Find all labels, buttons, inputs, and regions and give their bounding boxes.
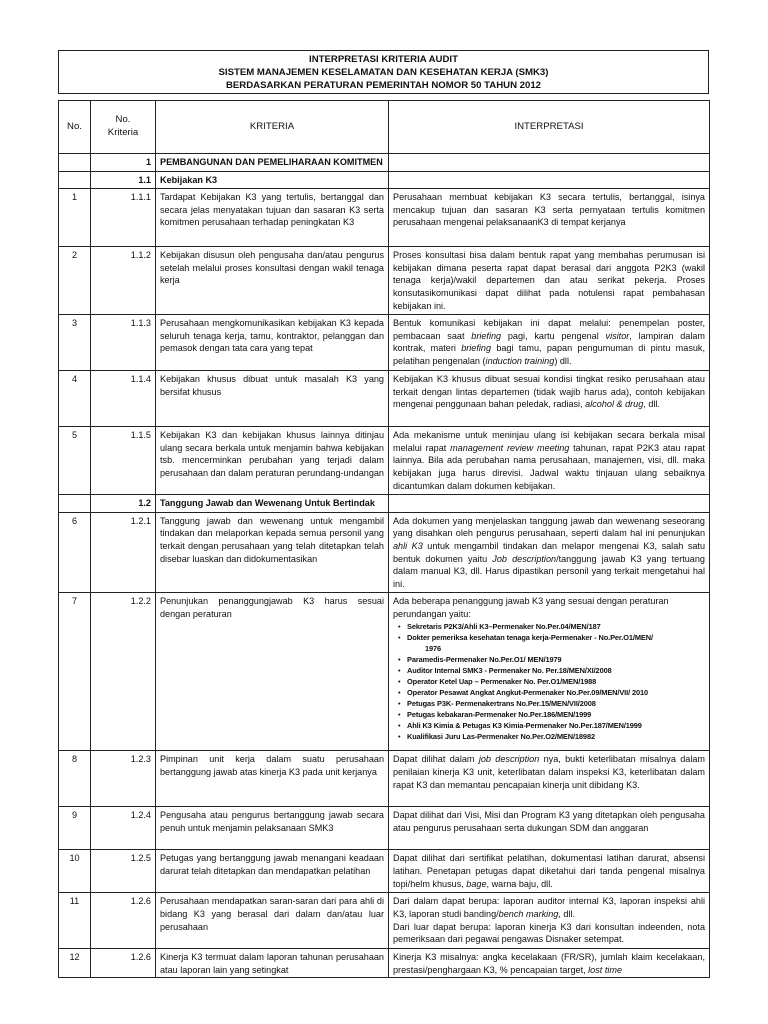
row-code: 1.2.1 <box>91 512 156 593</box>
row-code: 1.1.2 <box>91 247 156 315</box>
table-row <box>59 751 710 807</box>
col-header-no-kriteria-line2: Kriteria <box>107 127 139 138</box>
title-line-2: SISTEM MANAJEMEN KESELAMATAN DAN KESEHATAN KERJA (SMK3) <box>218 67 549 78</box>
row-no: 7 <box>59 593 91 751</box>
subsection-row <box>59 495 710 513</box>
table-row <box>59 850 710 893</box>
row-interpretasi: Ada dokumen yang menjelaskan tanggung jawab dan wewenang seseorang yang disahkan oleh pengurus perusahaan, seperti dalam hal ini penunjukan ahli K3 untuk mengambil tindakan dan melapor mengenai K3, salah satu bentuk dokumen yaitu Job description/tanggung jawab K3 yang tertuang dalam manual K3, dll. Harus dipastikan personil yang terkait mengetahui hal ini. <box>389 512 710 593</box>
list-item: • Dokter pemeriksa kesehatan tenaga kerja-Permenaker - No.Per.O1/MEN/ 1976 <box>407 632 705 654</box>
list-item: • Operator Pesawat Angkat Angkut-Permenaker No.Per.09/MEN/VII/ 2010 <box>407 687 705 698</box>
row-kriteria: Tanggung jawab dan wewenang untuk mengambil tindakan dan melaporkan kepada semua personil yang terkait dengan perusahaan yang telah ditetapkan telah disebar luaskan dan didokumentasikan <box>156 512 389 593</box>
table-row <box>59 371 710 427</box>
list-item: • Paramedis-Permenaker No.Per.O1/ MEN/1979 <box>407 654 705 665</box>
row-interpretasi: Kinerja K3 misalnya: angka kecelakaan (FR/SR), jumlah klaim kecelakaan, prestasi/penghargaan K3, % pencapaian target, lost time <box>389 949 710 978</box>
row-kriteria: Kebijakan K3 dan kebijakan khusus lainnya ditinjau ulang secara berkala untuk menjamin bahwa kebijakan tsb. mencerminkan perubahan yang terjadi dalam perusahaan dan dalam peraturan perundang-undangan <box>156 427 389 495</box>
row-no: 2 <box>59 247 91 315</box>
col-header-no-kriteria-line1: No. <box>115 114 131 126</box>
row-interpretasi: Perusahaan membuat kebijakan K3 secara tertulis, bertanggal, isinya mencakup tujuan dan sasaran K3 serta pernyataan tertulis komitmen perusahaan mengenai pelaksanaanK3 di tempat kerjanya <box>389 189 710 247</box>
subsection-number: 1.1 <box>91 171 156 189</box>
list-item: • Kualifikasi Juru Las-Permenaker No.Per.O2/MEN/18982 <box>407 731 705 742</box>
row-interpretasi: Proses konsultasi bisa dalam bentuk rapat yang membahas perumusan isi kebijakan dimana peserta rapat dapat berasal dari anggota P2K3 (wakil tenaga kerja)/wakil departemen dan atau serikat pekerja. Proses konsutasikomunikasi dapat dilihat pada notulensi rapat pembahasan kebijakan ini. <box>389 247 710 315</box>
audit-criteria-table <box>58 100 710 978</box>
subsection-title: Tanggung Jawab dan Wewenang Untuk Bertindak <box>156 495 389 513</box>
table-row <box>59 807 710 850</box>
section-title: PEMBANGUNAN DAN PEMELIHARAAN KOMITMEN <box>156 154 389 172</box>
subsection-title: Kebijakan K3 <box>156 171 389 189</box>
row-kriteria: Perusahaan mendapatkan saran-saran dari para ahli di bidang K3 yang berasal dari dalam dan/atau luar perusahaan <box>156 893 389 949</box>
row-kriteria: Kebijakan khusus dibuat untuk masalah K3 yang bersifat khusus <box>156 371 389 427</box>
row-interpretasi: Dapat dilihat dalam job description nya, bukti keterlibatan misalnya dalam penilaian kinerja K3 unit, keterlibatan dalam inspeksi K3, keterlibatan dalam rapat K3 dan memantau pencapaian kinerja unit dibidang K3. <box>389 751 710 807</box>
list-item: • Ahli K3 Kimia & Petugas K3 Kimia-Permenaker No.Per.187/MEN/1999 <box>407 720 705 731</box>
title-line-1: INTERPRETASI KRITERIA AUDIT <box>309 54 458 65</box>
row-no: 5 <box>59 427 91 495</box>
col-header-interpretasi: INTERPRETASI <box>389 101 710 154</box>
row-code: 1.1.1 <box>91 189 156 247</box>
row-code: 1.2.6 <box>91 949 156 978</box>
officer-list <box>393 621 705 742</box>
row-no: 1 <box>59 189 91 247</box>
row-interpretasi: Dari dalam dapat berupa: laporan auditor internal K3, laporan inspeksi ahli K3, laporan studi banding/bench marking, dll. Dari luar dapat berupa: laporan kinerja K3 dari konsultan indeenden, nota pemeriksaan dari pegawai pengawas Disnaker setempat. <box>389 893 710 949</box>
row-interpretasi: Dapat dilihat dari sertifikat pelatihan, dokumentasi latihan darurat, absensi latihan. Penetapan petugas dapat diketahui dari tanda pengenal misalnya topi/helm khusus, bage, warna baju, dll. <box>389 850 710 893</box>
table-row <box>59 593 710 751</box>
table-row <box>59 893 710 949</box>
row-kriteria: Penunjukan penanggungjawab K3 harus sesuai dengan peraturan <box>156 593 389 751</box>
table-row <box>59 512 710 593</box>
col-header-no-kriteria <box>91 101 156 154</box>
row-kriteria: Pengusaha atau pengurus bertanggung jawab secara penuh untuk menjamin pelaksanaan SMK3 <box>156 807 389 850</box>
row-interpretasi: Kebijakan K3 khusus dibuat sesuai kondisi tingkat resiko perusahaan atau terkait dengan lintas departemen (tidak wajib harus ada), contoh kebijakan mengenai penggunaan bahan peledak, radiasi, alcohol & drug, dll. <box>389 371 710 427</box>
table-row <box>59 949 710 978</box>
row-code: 1.2.5 <box>91 850 156 893</box>
list-item: • Petugas P3K- Permenakertrans No.Per.15/MEN/VII/2008 <box>407 698 705 709</box>
row-kriteria: Kinerja K3 termuat dalam laporan tahunan perusahaan atau laporan lain yang setingkat <box>156 949 389 978</box>
row-no: 4 <box>59 371 91 427</box>
list-item: • Sekretaris P2K3/Ahli K3–Permenaker No.Per.04/MEN/187 <box>407 621 705 632</box>
row-code: 1.2.3 <box>91 751 156 807</box>
row-interpretasi: Bentuk komunikasi kebijakan ini dapat melalui: penempelan poster, pembacaan saat briefing pagi, kartu pengenal visitor, lampiran dalam kontrak, materi briefing bagi tamu, papan pengumuman di pintu masuk, pelatihan pengenalan (induction training) dll. <box>389 315 710 371</box>
list-item: • Operator Ketel Uap – Permenaker No. Per.O1/MEN/1988 <box>407 676 705 687</box>
row-code: 1.2.4 <box>91 807 156 850</box>
row-interpretasi <box>389 593 710 751</box>
row-no: 3 <box>59 315 91 371</box>
subsection-row <box>59 171 710 189</box>
title-line-3: BERDASARKAN PERATURAN PEMERINTAH NOMOR 50 TAHUN 2012 <box>225 80 542 91</box>
table-row <box>59 427 710 495</box>
row-no: 11 <box>59 893 91 949</box>
row-interpretasi: Ada mekanisme untuk meninjau ulang isi kebijakan secara berkala misal melalui rapat management review meeting tahunan, rapat P2K3 atau rapat lainnya. Bila ada perubahan nama perusahaan, manajemen, visi, dll. maka kebijakan juga harus direvisi. Jadwal waktu tinjauan ulang sebaiknya dicantumkan dalam dokumen kebijakan. <box>389 427 710 495</box>
section-number: 1 <box>91 154 156 172</box>
list-item: • Auditor Internal SMK3 - Permenaker No. Per.18/MEN/XI/2008 <box>407 665 705 676</box>
row-code: 1.2.6 <box>91 893 156 949</box>
row-kriteria: Perusahaan mengkomunikasikan kebijakan K3 kepada seluruh tenaga kerja, tamu, kontraktor, pelanggan dan pemasok dengan tata cara yang tepat <box>156 315 389 371</box>
row-code: 1.2.2 <box>91 593 156 751</box>
row-interp-intro: Ada beberapa penanggung jawab K3 yang sesuai dengan peraturan perundangan yaitu: <box>393 596 669 619</box>
section-row <box>59 154 710 172</box>
table-row <box>59 247 710 315</box>
table-row <box>59 315 710 371</box>
table-header-row <box>59 101 710 154</box>
row-kriteria: Petugas yang bertanggung jawab menangani keadaan darurat telah ditetapkan dan mendapatkan pelatihan <box>156 850 389 893</box>
row-no: 12 <box>59 949 91 978</box>
row-code: 1.1.3 <box>91 315 156 371</box>
row-no: 9 <box>59 807 91 850</box>
list-item: • Petugas kebakaran-Permenaker No.Per.186/MEN/1999 <box>407 709 705 720</box>
row-kriteria: Tardapat Kebijakan K3 yang tertulis, bertanggal dan secara jelas menyatakan tujuan dan sasaran K3 serta komitmen perusahaan terhadap peningkatan K3 <box>156 189 389 247</box>
row-no: 10 <box>59 850 91 893</box>
row-no: 6 <box>59 512 91 593</box>
row-code: 1.1.5 <box>91 427 156 495</box>
row-no: 8 <box>59 751 91 807</box>
table-row <box>59 189 710 247</box>
row-code: 1.1.4 <box>91 371 156 427</box>
row-kriteria: Kebijakan disusun oleh pengusaha dan/atau pengurus setelah melalui proses konsultasi dengan wakil tenaga kerja <box>156 247 389 315</box>
row-interpretasi: Dapat dilihat dari Visi, Misi dan Program K3 yang ditetapkan oleh pengusaha atau pengurus perusahaan serta dukungan SDM dan anggaran <box>389 807 710 850</box>
col-header-kriteria: KRITERIA <box>156 101 389 154</box>
row-kriteria: Pimpinan unit kerja dalam suatu perusahaan bertanggung jawab atas kinerja K3 pada unit kerjanya <box>156 751 389 807</box>
subsection-number: 1.2 <box>91 495 156 513</box>
col-header-no: No. <box>59 101 91 154</box>
document-title-box <box>58 50 709 94</box>
